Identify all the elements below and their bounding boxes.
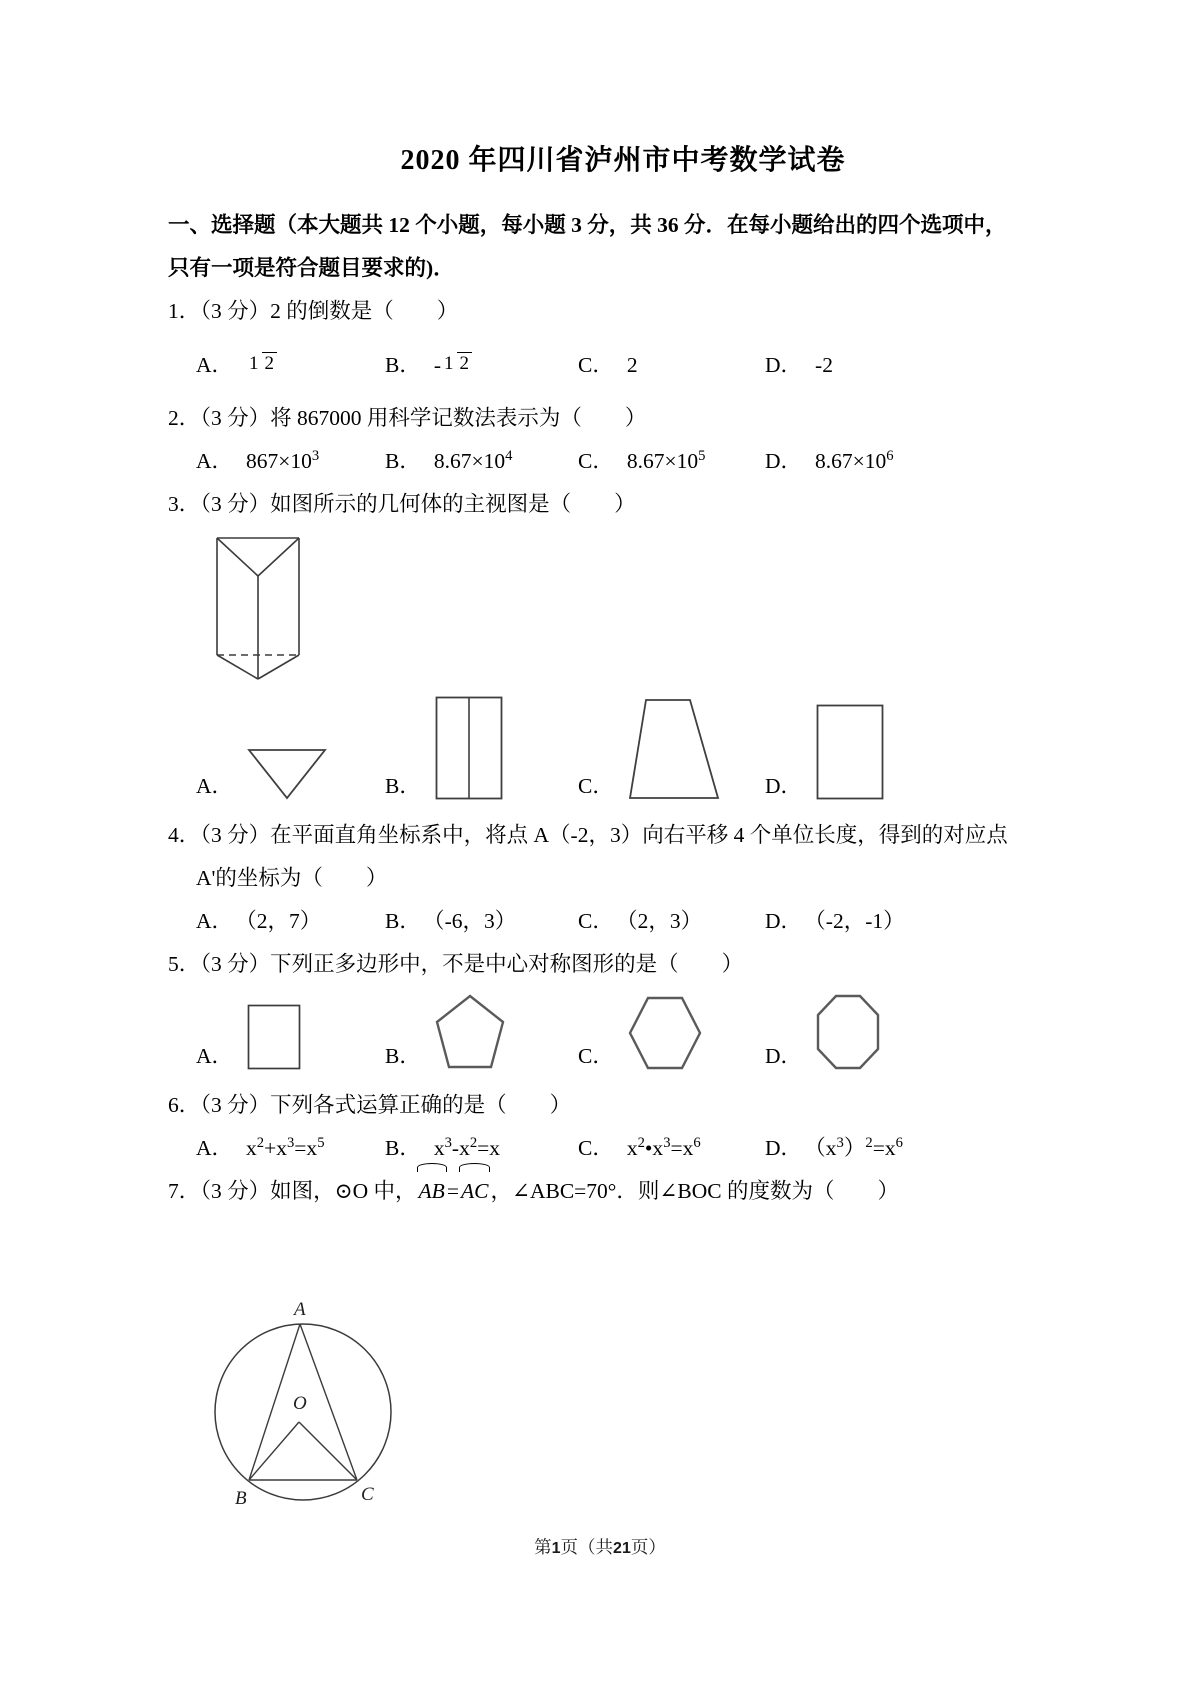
option-c xyxy=(578,996,765,1070)
term: （x xyxy=(815,1136,837,1160)
point-label-O: O xyxy=(293,1393,307,1414)
option-value: 8.67×10 xyxy=(433,449,506,473)
option-value: 8.67×10 xyxy=(626,449,699,473)
exponent: 6 xyxy=(886,447,894,464)
option-label: A． xyxy=(196,1043,234,1068)
option-a xyxy=(196,900,385,943)
question-2-options xyxy=(168,440,1078,483)
option-label: A． xyxy=(196,909,234,933)
minus-sign: - xyxy=(433,352,442,377)
option-label: C． xyxy=(578,1043,614,1068)
square-shape xyxy=(247,1004,301,1070)
option-d xyxy=(765,994,1078,1070)
fraction-numerator: 1 xyxy=(444,352,454,374)
exponent: 4 xyxy=(505,447,513,464)
option-a xyxy=(196,748,385,800)
option-label: D． xyxy=(765,1043,803,1068)
term: =x xyxy=(294,1136,318,1160)
option-label: B． xyxy=(385,1136,421,1160)
arc-AC: AC xyxy=(459,1170,490,1213)
option-b xyxy=(385,440,578,483)
option-d xyxy=(765,900,1078,943)
option-value: （2，3） xyxy=(626,909,703,933)
option-value: 8.67×10 xyxy=(815,449,887,473)
exponent: 6 xyxy=(693,1134,701,1151)
option-a xyxy=(196,1004,385,1070)
octagon-shape xyxy=(816,994,880,1070)
stem-text: ，∠ABC=70°．则∠BOC 的度数为（ ） xyxy=(490,1179,899,1203)
point-label-B: B xyxy=(235,1488,247,1509)
option-d xyxy=(765,704,1078,800)
option-value: 867×10 xyxy=(246,449,312,473)
exponent: 5 xyxy=(698,447,706,464)
option-d xyxy=(765,440,1078,483)
equals-sign: = xyxy=(446,1179,459,1203)
question-3-stem: 3．（3 分）如图所示的几何体的主视图是（ ） xyxy=(168,492,636,516)
option-label: C． xyxy=(578,1136,614,1160)
option-label: D． xyxy=(765,449,803,473)
option-c xyxy=(578,344,765,387)
footer-text: 第 xyxy=(534,1537,552,1557)
question-5-stem: 5．（3 分）下列正多边形中，不是中心对称图形的是（ ） xyxy=(168,952,744,976)
fraction-denominator: 2 xyxy=(262,352,278,374)
term: •x xyxy=(644,1136,664,1160)
option-c xyxy=(578,440,765,483)
question-3-options xyxy=(168,696,1078,800)
term: =x xyxy=(477,1136,501,1160)
option-label: A． xyxy=(196,773,234,798)
exponent: 2 xyxy=(256,1134,265,1151)
question-6-options xyxy=(168,1127,1078,1170)
exponent: 5 xyxy=(317,1134,325,1151)
page-footer xyxy=(0,1534,1200,1559)
option-a xyxy=(196,344,385,387)
point-label-A: A xyxy=(294,1299,306,1320)
exponent: 6 xyxy=(895,1134,903,1151)
exponent: 2 xyxy=(469,1134,478,1151)
inverted-triangle-shape xyxy=(247,748,327,800)
term: =x xyxy=(872,1136,896,1160)
option-label: B． xyxy=(385,449,421,473)
option-a xyxy=(196,440,385,483)
rectangle-shape xyxy=(816,704,884,800)
option-label: C． xyxy=(578,352,614,377)
term: =x xyxy=(670,1136,694,1160)
question-1-options xyxy=(168,333,1078,397)
option-label: B． xyxy=(385,773,421,798)
option-label: A． xyxy=(196,449,234,473)
term: +x xyxy=(264,1136,287,1160)
option-label: D． xyxy=(765,352,803,377)
option-label: B． xyxy=(385,1043,421,1068)
question-2-stem: 2．（3 分）将 867000 用科学记数法表示为（ ） xyxy=(168,406,647,430)
term: ） xyxy=(843,1136,866,1160)
option-b xyxy=(385,994,578,1070)
pentagon-shape xyxy=(435,994,505,1070)
question-5-options xyxy=(168,994,1078,1070)
question-1-stem: 1．（3 分）2 的倒数是（ ） xyxy=(168,299,459,323)
option-label: B． xyxy=(385,352,421,377)
trapezoid-shape xyxy=(628,698,720,800)
point-label-C: C xyxy=(361,1484,374,1505)
fraction xyxy=(246,353,277,374)
option-value: -2 xyxy=(815,352,833,377)
question-4-options xyxy=(168,900,1078,943)
option-a xyxy=(196,1127,385,1170)
section-instructions-line2: 只有一项是符合题目要求的)． xyxy=(168,256,455,280)
footer-text: 页） xyxy=(630,1537,666,1557)
option-label: A． xyxy=(196,1136,234,1160)
option-d xyxy=(765,344,1078,387)
split-rectangle-shape xyxy=(435,696,503,800)
option-d xyxy=(765,1127,1078,1170)
page-title: 2020 年四川省泸州市中考数学试卷 xyxy=(400,145,846,176)
exponent: 3 xyxy=(836,1134,844,1151)
option-b xyxy=(385,900,578,943)
exponent: 3 xyxy=(444,1134,452,1151)
option-label: A． xyxy=(196,352,234,377)
term: x xyxy=(246,1136,257,1160)
option-label: D． xyxy=(765,773,803,798)
option-label: B． xyxy=(385,909,421,933)
question-6-stem: 6．（3 分）下列各式运算正确的是（ ） xyxy=(168,1093,572,1117)
fraction-denominator: 2 xyxy=(457,352,473,374)
term: -x xyxy=(451,1136,470,1160)
term: x xyxy=(433,1136,445,1160)
option-value: （2，7） xyxy=(246,909,322,933)
triangular-prism-figure xyxy=(215,536,1078,682)
option-label: D． xyxy=(765,1136,803,1160)
fraction-numerator: 1 xyxy=(249,352,259,374)
option-c xyxy=(578,698,765,800)
footer-text: 页（共 xyxy=(560,1537,614,1557)
term: x xyxy=(626,1136,638,1160)
exponent: 2 xyxy=(865,1134,873,1151)
footer-total-pages: 21 xyxy=(613,1540,631,1557)
option-c xyxy=(578,1127,765,1170)
option-value: （-2，-1） xyxy=(815,909,905,933)
option-label: C． xyxy=(578,909,614,933)
option-b xyxy=(385,344,578,387)
fraction xyxy=(441,353,472,374)
option-b xyxy=(385,696,578,800)
option-value: （-6，3） xyxy=(433,909,517,933)
exponent: 3 xyxy=(286,1134,295,1151)
page-content xyxy=(168,138,1078,1522)
option-label: C． xyxy=(578,449,614,473)
option-c xyxy=(578,900,765,943)
stem-text: 7．（3 分）如图，⊙O 中， xyxy=(168,1179,417,1203)
circle-O-figure xyxy=(193,1297,1078,1522)
section-instructions-line1: 一、选择题（本大题共 12 个小题，每小题 3 分，共 36 分．在每小题给出的四个选项中， xyxy=(168,213,1007,237)
exponent: 2 xyxy=(637,1134,645,1151)
footer-page-number: 1 xyxy=(551,1540,561,1557)
exponent: 3 xyxy=(311,447,320,464)
option-value: 2 xyxy=(626,352,638,377)
question-4-stem-line1: 4．（3 分）在平面直角坐标系中，将点 A（-2，3）向右平移 4 个单位长度，得到的对应点 xyxy=(168,823,1008,847)
question-4-stem-line2: A'的坐标为（ ） xyxy=(196,866,388,890)
exponent: 3 xyxy=(663,1134,671,1151)
question-7-stem xyxy=(168,1170,1078,1213)
arc-AB: AB xyxy=(417,1170,447,1213)
hexagon-shape xyxy=(628,996,702,1070)
option-label: C． xyxy=(578,773,614,798)
option-label: D． xyxy=(765,909,803,933)
